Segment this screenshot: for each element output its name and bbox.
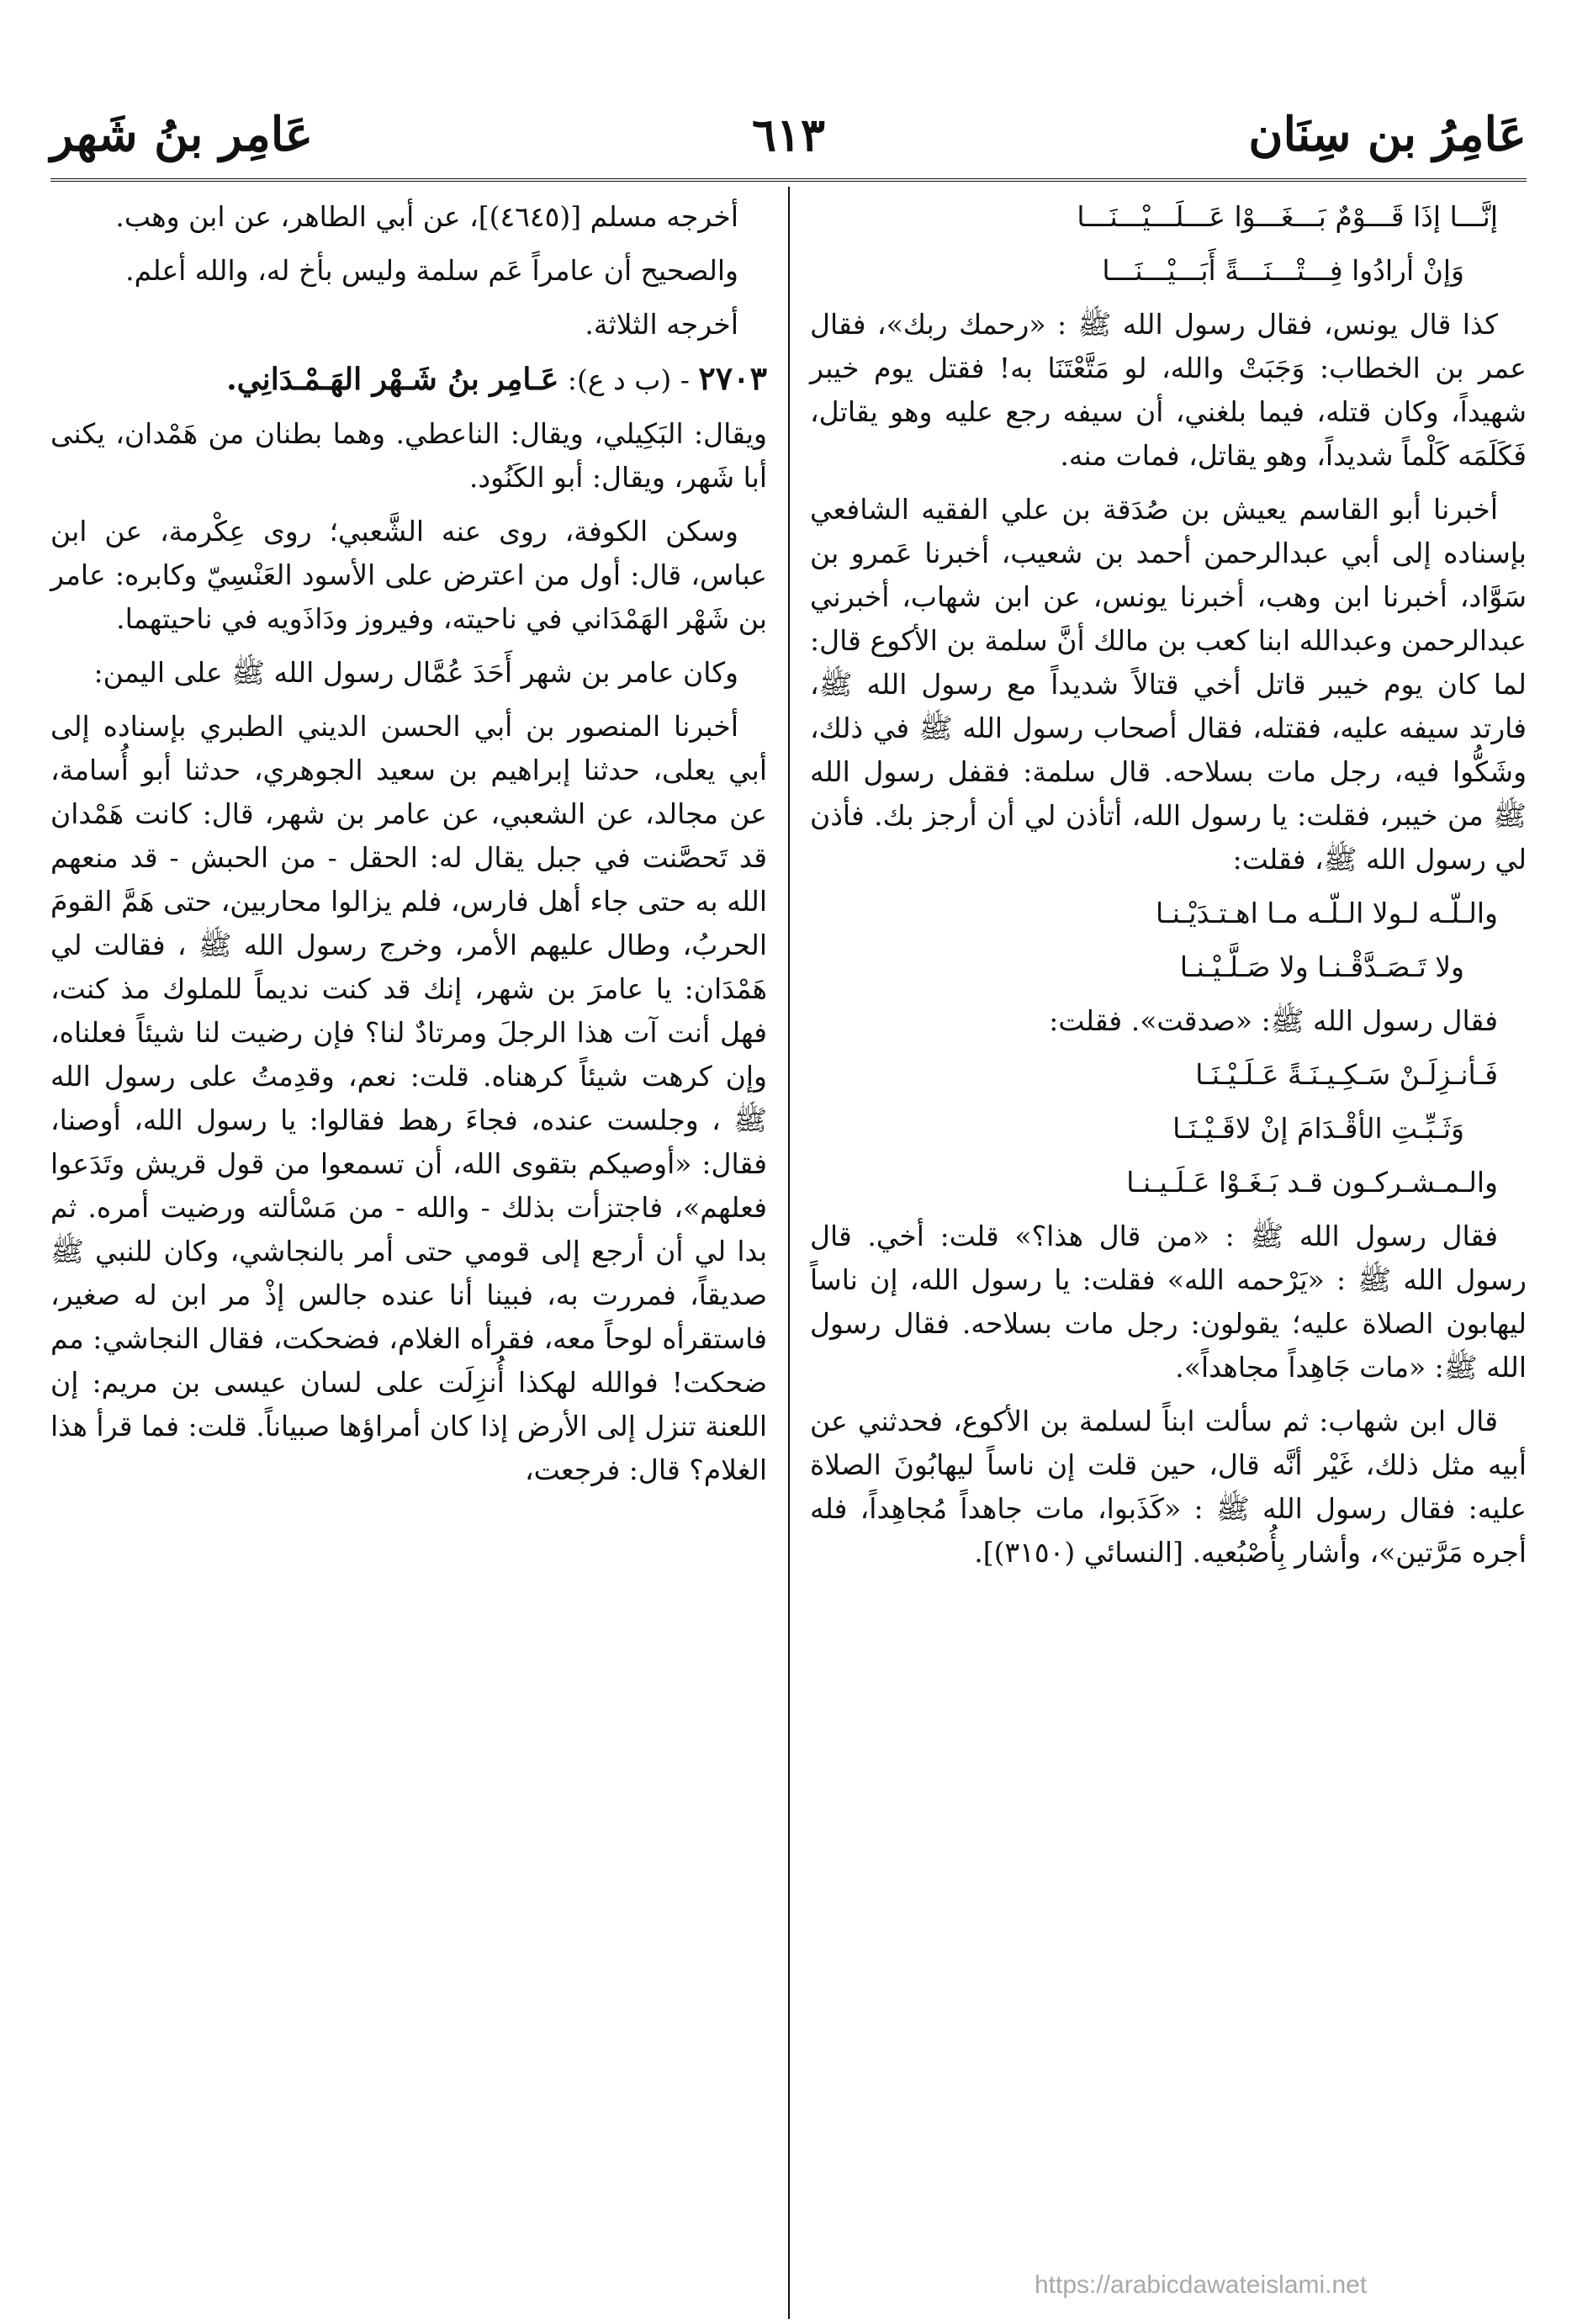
column-divider bbox=[788, 187, 790, 2319]
verse-line: وَإنْ أرادُوا فِـــتْـــنَـــةً أَبَـــيْـــنَـــا bbox=[1102, 254, 1464, 287]
paragraph: أخرجه الثلاثة. bbox=[585, 308, 738, 341]
page-number: ٦١٣ bbox=[751, 108, 825, 161]
running-title-left: عَامِر بنُ شَهر bbox=[50, 107, 314, 162]
page-header bbox=[50, 101, 1527, 177]
right-column bbox=[810, 195, 1527, 1585]
entry-number: ٢٧٠٣ bbox=[698, 359, 767, 397]
verse-line: فَـأنـزِلَـنْ سَـكِـيـنَـةً عَـلَـيْـنَـا bbox=[1195, 1058, 1498, 1091]
entry-heading bbox=[50, 357, 767, 402]
left-column bbox=[50, 195, 767, 1502]
paragraph: أخبرنا أبو القاسم يعيش بن صُدَقة بن علي الفقيه الشافعي بإسناده إلى أبي عبدالرحمن أحمد بن شعيب، أخبرنا عَمرو بن سَوَّاد، أخبرنا ابن وهب، أخبرنا يونس، عن ابن شهاب، أخبرني عبدالرحمن وعبدالله ابنا كعب بن مالك أنَّ سلمة بن الأكوع قال: لما كان يوم خيبر قاتل أخي قتالاً شديداً مع رسول الله ﷺ، فارتد سيفه عليه، فقتله، فقال أصحاب رسول الله ﷺ في ذلك، وشَكُّوا فيه، رجل مات بسلاحه. قال سلمة: فقفل رسول الله ﷺ من خيبر، فقلت: يا رسول الله، أتأذن لي أن أرجز بك. فأذن لي رسول الله ﷺ، فقلت: bbox=[810, 493, 1527, 876]
watermark-url: https://arabicdawateislami.net bbox=[1035, 2271, 1368, 2299]
verse-line: ولا تَـصَـدَّقْـنـا ولا صَـلَّـيْـنـا bbox=[1179, 950, 1464, 983]
header-rule bbox=[50, 178, 1527, 182]
entry-name: عَـامِر بنُ شَـهْر الهَـمْـدَانِي. bbox=[226, 362, 559, 397]
verse-line: والـمـشـركـون قـد بَـغَـوْا عَـلَـيـنـا bbox=[1126, 1166, 1498, 1199]
verse-line: وَثَـبِّـتِ الأقْـدَامَ إنْ لاقَـيْـنَـا bbox=[1172, 1112, 1464, 1145]
paragraph: أخرجه مسلم [(٤٦٤٥)]، عن أبي الطاهر، عن ابن وهب. bbox=[115, 200, 738, 233]
entry-sigla: - (ب د ع): bbox=[567, 363, 690, 396]
paragraph: والصحيح أن عامراً عَم سلمة وليس بأخ له، والله أعلم. bbox=[125, 254, 738, 287]
paragraph: وكان عامر بن شهر أَحَدَ عُمَّال رسول الله ﷺ على اليمن: bbox=[93, 656, 738, 689]
verse-line: والـلّـه لـولا الـلّـه مـا اهـتـدَيْـنـا bbox=[1156, 897, 1498, 929]
paragraph: أخبرنا المنصور بن أبي الحسن الديني الطبري بإسناده إلى أبي يعلى، حدثنا إبراهيم بن سعيد الجوهري، حدثنا أبو أُسامة، عن مجالد، عن الشعبي، عن عامر بن شهر، قال: كانت هَمْدان قد تَحصَّنت في جبل يقال له: الحقل - من الحبش - قد منعهم الله به حتى جاء أهل فارس، فلم يزالوا محاربين، حتى هَمَّ القومَ الحربُ، وطال عليهم الأمر، وخرج رسول الله ﷺ ، فقالت لي هَمْدَان: يا عامرَ بن شهر، إنك قد كنت نديماً للملوك مذ كنت، فهل أنت آت هذا الرجلَ ومرتادٌ لنا؟ فإن رضيت لنا شيئاً فعلناه، وإن كرهت شيئاً كرهناه. قلت: نعم، وقدِمتُ على رسول الله ﷺ ، وجلست عنده، فجاءَ رهط فقالوا: يا رسول الله، أوصنا، فقال: «أوصيكم بتقوى الله، أن تسمعوا من قول قريش وتَدَعوا فعلهم»، فاجتزأت بذلك - والله - من مَسْألته ورضيت أمره. ثم بدا لي أن أرجع إلى قومي حتى أمر بالنجاشي، وكان للنبي ﷺ صديقاً، فمررت به، فبينا أنا عنده جالس إذْ مر ابن له صغير، فاستقرأه لوحاً معه، فقرأه الغلام، فضحكت، فقال النجاشي: مم ضحكت! فوالله لهكذا أُنزِلَت على لسان عيسى بن مريم: إن اللعنة تنزل إلى الأرض إذا كان أمراؤها صبياناً. قلت: فما قرأ هذا الغلام؟ قال: فرجعت، bbox=[50, 710, 767, 1486]
running-title-right: عَامِرُ بن سِنَان bbox=[1248, 107, 1527, 162]
paragraph: فقال رسول الله ﷺ: «صدقت». فقلت: bbox=[1049, 1004, 1498, 1037]
paragraph: ويقال: البَكِيلي، ويقال: الناعطي. وهما بطنان من هَمْدان، يكنى أبا شَهر، ويقال: أبو الكَنُود. bbox=[50, 417, 767, 494]
paragraph: فقال رسول الله ﷺ : «من قال هذا؟» قلت: أخي. قال رسول الله ﷺ : «يَرْحمه الله» فقلت: يا رسول الله، إن ناساً ليهابون الصلاة عليه؛ يقولون: رجل مات بسلاحه. فقال رسول الله ﷺ: «مات جَاهِداً مجاهداً». bbox=[810, 1220, 1527, 1384]
verse-line: إنَّـــا إذَا قَـــوْمٌ بَـــغَـــوْا عَـــلَـــيْـــنَـــا bbox=[1077, 200, 1498, 233]
paragraph: قال ابن شهاب: ثم سألت ابناً لسلمة بن الأكوع، فحدثني عن أبيه مثل ذلك، غَيْر أنَّه قال، حين قلت إن ناساً ليهابُونَ الصلاة عليه: فقال رسول الله ﷺ : «كَذَبوا، مات جاهداً مُجاهِداً، فله أجره مَرَّتين»، وأشار بِأُصْبُعيه. [النسائي (٣١٥٠)]. bbox=[810, 1405, 1527, 1569]
paragraph: وسكن الكوفة، روى عنه الشَّعبي؛ روى عِكْرمة، عن ابن عباس، قال: أول من اعترض على الأسود العَنْسِيّ وكابره: عامر بن شَهْر الهَمْدَاني في ناحيته، وفيروز ودَاذَويه في ناحيتهما. bbox=[50, 515, 767, 635]
paragraph: كذا قال يونس، فقال رسول الله ﷺ : «رحمك ربك»، فقال عمر بن الخطاب: وَجَبَتْ والله، لو مَتَّعْتَنَا به! فقتل يوم خيبر شهيداً، وكان قتله، فيما بلغني، أن سيفه رجع عليه وهو يقاتل، فَكَلَمَه كَلْماً شديداً، وهو يقاتل، فمات منه. bbox=[810, 308, 1527, 472]
